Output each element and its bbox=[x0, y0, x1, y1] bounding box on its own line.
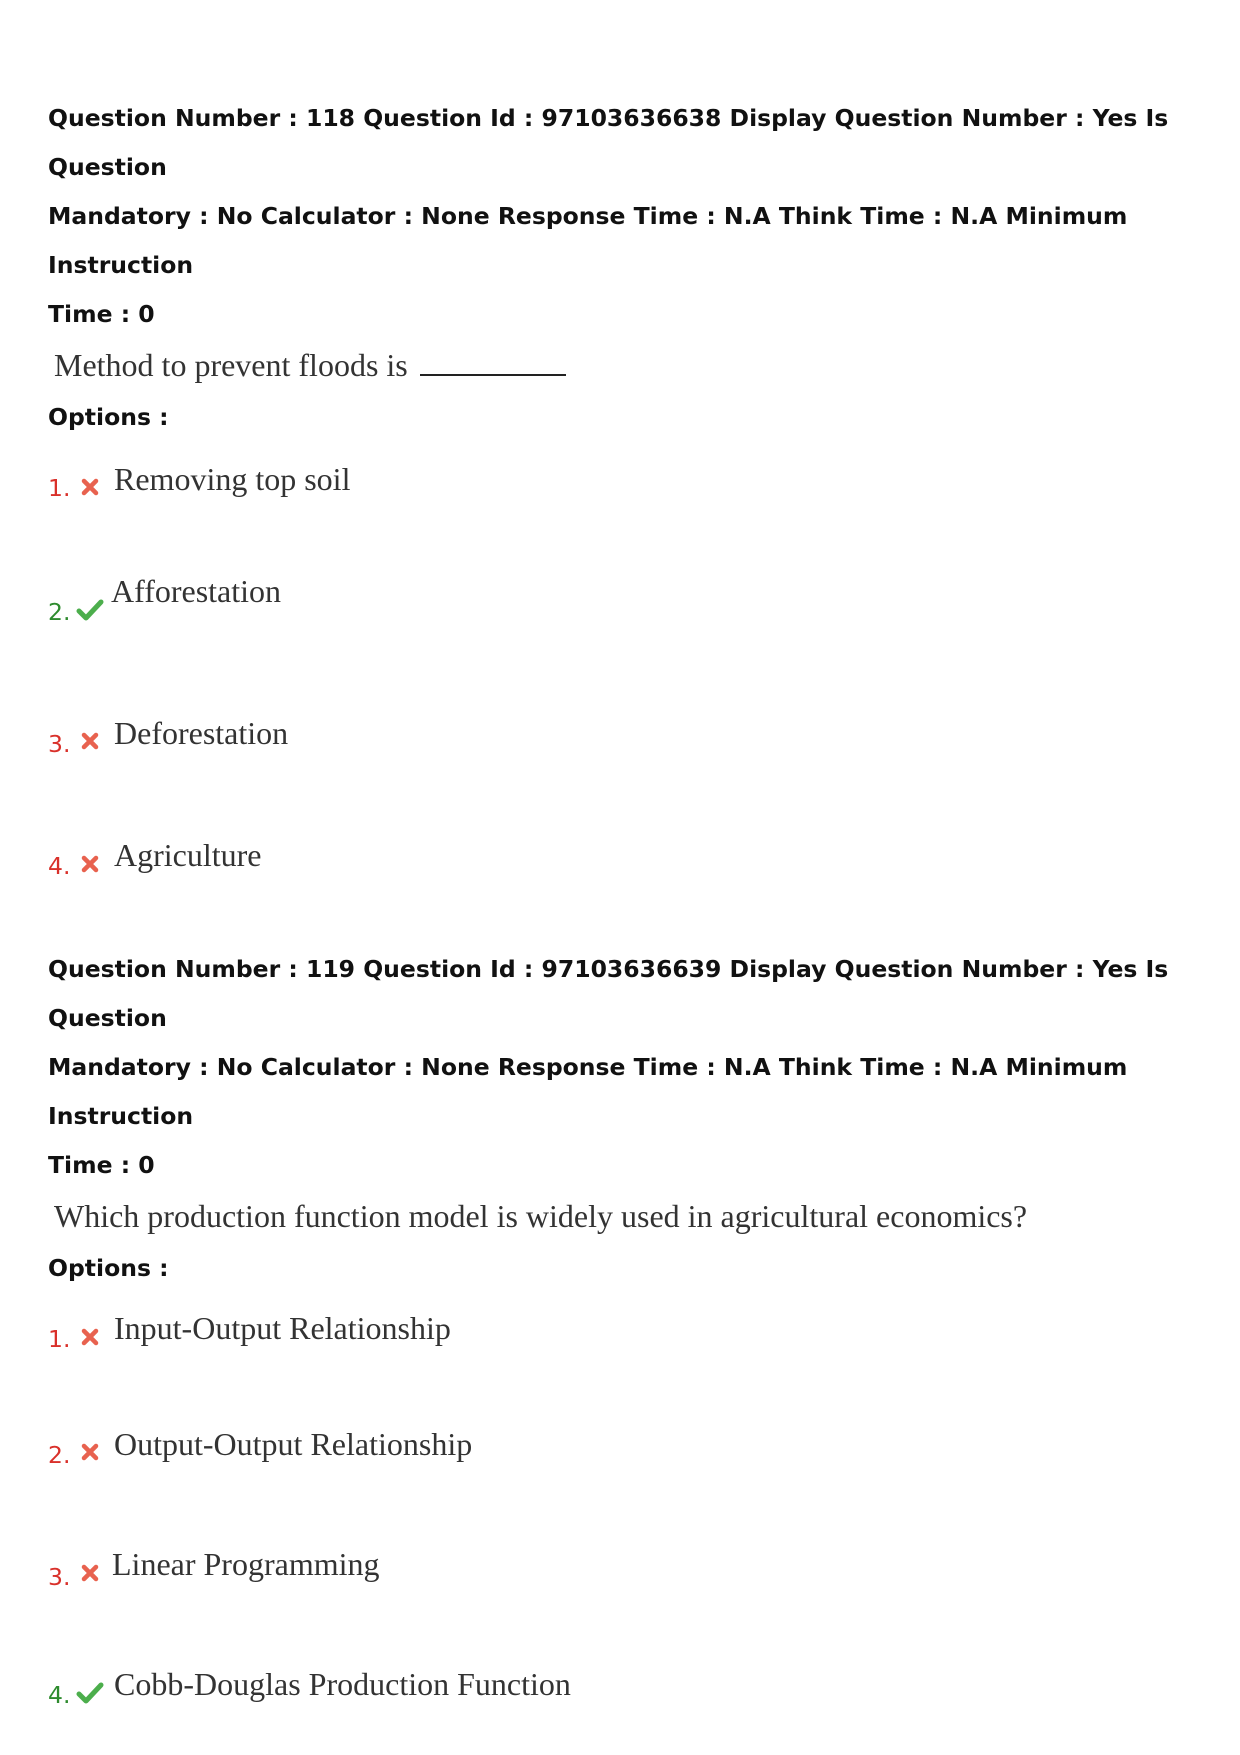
option-item bbox=[48, 573, 1208, 713]
cross-icon bbox=[78, 729, 102, 753]
option-text: Output-Output Relationship bbox=[114, 1426, 473, 1462]
option-item bbox=[48, 713, 1208, 839]
option-item bbox=[48, 1666, 1208, 1726]
question-meta-line: Question Number : 119 Question Id : 97103636639 Display Question Number : Yes Is Question bbox=[48, 955, 1169, 1032]
option-text: Afforestation bbox=[111, 573, 282, 609]
option-number: 4. bbox=[48, 1681, 71, 1709]
question-stem bbox=[54, 343, 1208, 387]
check-icon bbox=[76, 597, 104, 623]
option-number: 1. bbox=[48, 474, 71, 502]
option-text: Input-Output Relationship bbox=[114, 1310, 451, 1346]
cross-icon bbox=[78, 1440, 102, 1464]
question-meta-line: Time : 0 bbox=[48, 300, 155, 328]
option-item bbox=[48, 1546, 1208, 1666]
options-label: Options : bbox=[48, 1254, 169, 1282]
option-item bbox=[48, 459, 1208, 577]
option-number: 1. bbox=[48, 1325, 71, 1353]
question-meta-line: Mandatory : No Calculator : None Response Time : N.A Think Time : N.A Minimum Instruction bbox=[48, 202, 1128, 279]
option-item bbox=[48, 1310, 1208, 1426]
question-block bbox=[48, 945, 1208, 1726]
question-stem bbox=[54, 1194, 1208, 1238]
question-stem-text: Method to prevent floods is bbox=[54, 347, 408, 383]
option-text: Removing top soil bbox=[114, 461, 351, 497]
option-text: Cobb-Douglas Production Function bbox=[114, 1666, 571, 1702]
cross-icon bbox=[78, 1325, 102, 1349]
options-label: Options : bbox=[48, 403, 169, 431]
options-list bbox=[48, 1310, 1208, 1726]
question-meta-line: Mandatory : No Calculator : None Response Time : N.A Think Time : N.A Minimum Instruction bbox=[48, 1053, 1128, 1130]
option-text: Deforestation bbox=[114, 715, 289, 751]
question-stem-text: Which production function model is widely used in agricultural economics? bbox=[54, 1198, 1028, 1234]
cross-icon bbox=[78, 852, 102, 876]
option-number: 2. bbox=[48, 1441, 71, 1469]
option-item bbox=[48, 839, 1208, 899]
option-text: Linear Programming bbox=[112, 1546, 380, 1582]
options-list bbox=[48, 459, 1208, 899]
question-meta-line: Question Number : 118 Question Id : 97103636638 Display Question Number : Yes Is Question bbox=[48, 104, 1169, 181]
cross-icon bbox=[78, 475, 102, 499]
option-number: 4. bbox=[48, 852, 71, 880]
option-number: 3. bbox=[48, 1563, 71, 1591]
question-meta-line: Time : 0 bbox=[48, 1151, 155, 1179]
option-text: Agriculture bbox=[114, 837, 262, 873]
option-number: 2. bbox=[48, 598, 71, 626]
cross-icon bbox=[78, 1561, 102, 1585]
option-number: 3. bbox=[48, 730, 71, 758]
check-icon bbox=[76, 1680, 104, 1706]
option-item bbox=[48, 1426, 1208, 1546]
answer-blank bbox=[420, 346, 566, 376]
question-block bbox=[48, 94, 1208, 899]
